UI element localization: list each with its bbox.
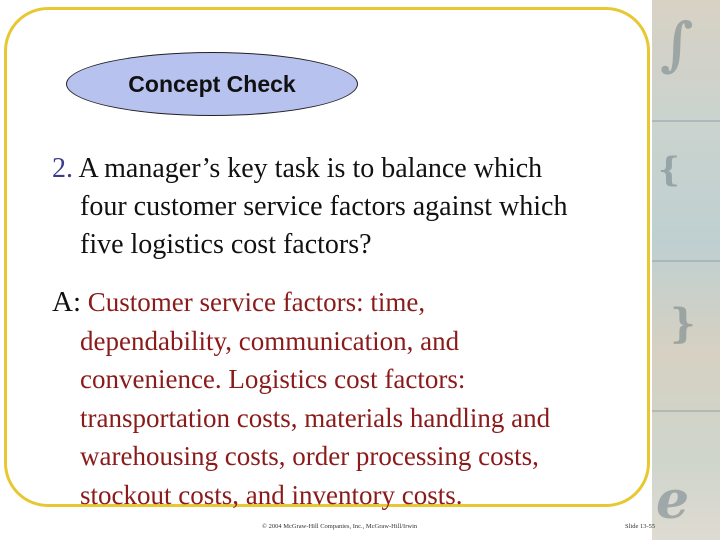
- question-block: [52, 150, 652, 264]
- answer-line: stockout costs, and inventory costs.: [80, 479, 463, 510]
- decorative-letter-glyph: e: [656, 470, 690, 531]
- question-line: [52, 150, 652, 188]
- answer-line: [52, 283, 652, 322]
- decorative-brace-glyph: }: [670, 300, 696, 347]
- answer-text: Customer service factors: time,: [87, 287, 426, 317]
- question-line: five logistics cost factors?: [80, 229, 372, 260]
- decorative-brace-glyph: {: [658, 150, 680, 190]
- question-text: A manager’s key task is to balance which: [78, 153, 543, 184]
- answer-line: transportation costs, materials handling and: [80, 402, 551, 433]
- question-number: 2.: [52, 153, 73, 184]
- footer-copyright: © 2004 McGraw-Hill Companies, Inc., McGraw-Hill/Irwin: [262, 523, 418, 530]
- header-label: Concept Check: [128, 70, 296, 97]
- answer-line: warehousing costs, order processing costs,: [80, 441, 539, 471]
- footer-slide-number: Slide 13-55: [625, 523, 656, 530]
- answer-line: convenience. Logistics cost factors:: [80, 364, 466, 394]
- answer-prefix: A:: [52, 286, 81, 318]
- answer-line: dependability, communication, and: [80, 325, 460, 356]
- decorative-brace-glyph: ∫: [660, 10, 694, 78]
- question-line: four customer service factors against which: [80, 191, 568, 222]
- concept-check-header: [66, 52, 358, 116]
- answer-block: [52, 283, 652, 514]
- decorative-side-strip: [652, 0, 720, 540]
